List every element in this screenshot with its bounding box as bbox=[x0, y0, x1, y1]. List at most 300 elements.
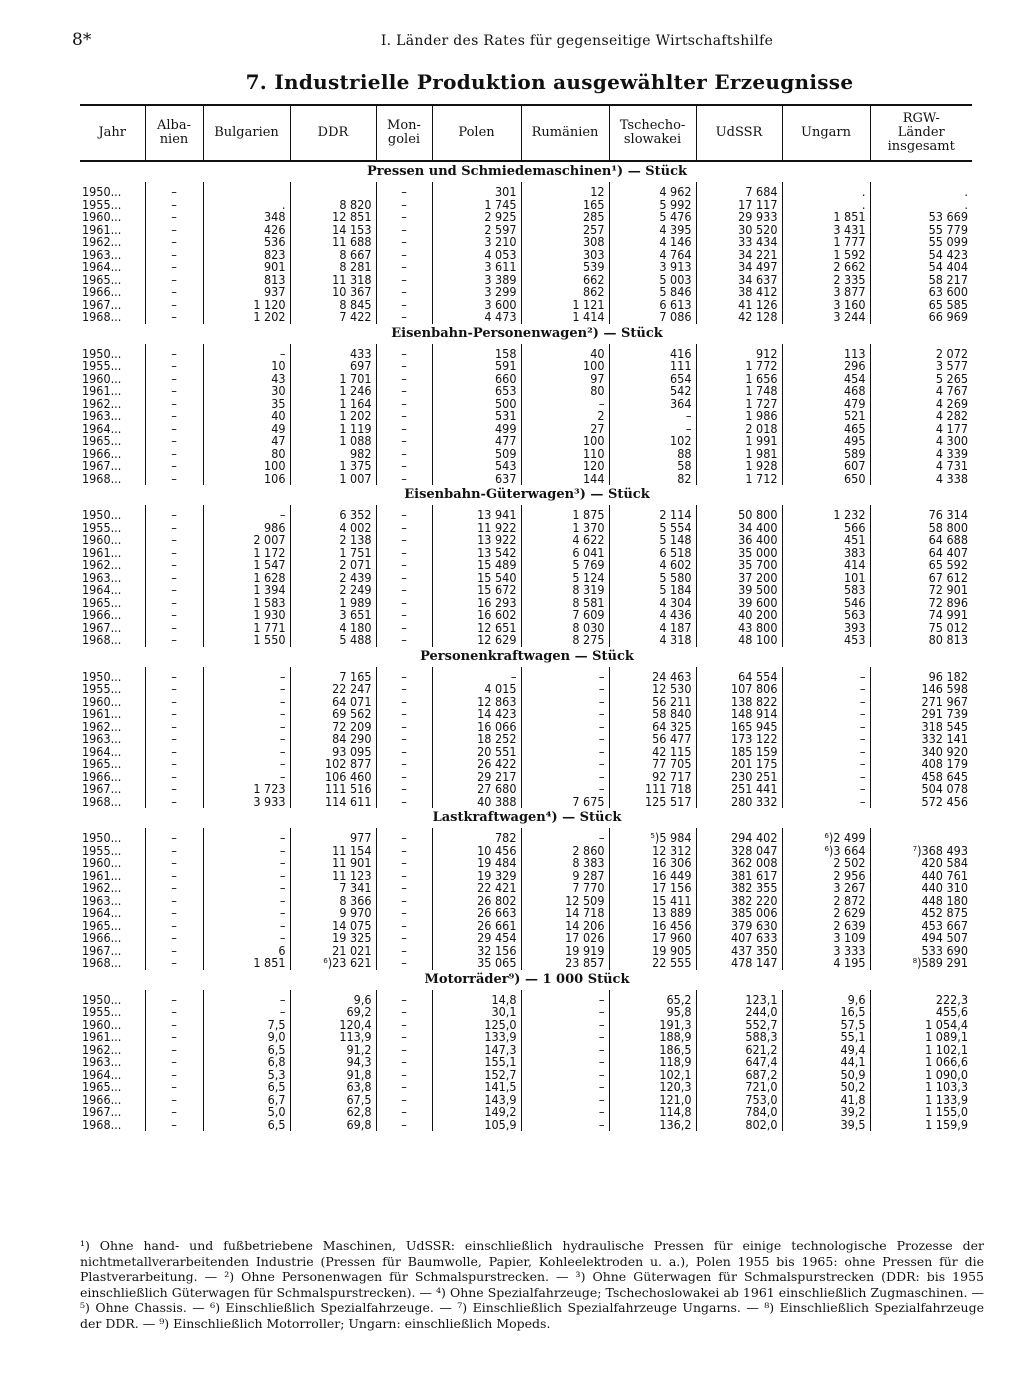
value-cell: 96 182 bbox=[870, 667, 972, 684]
value-cell: 54 404 bbox=[870, 261, 972, 274]
section-title: Eisenbahn-Güterwagen³) — Stück bbox=[404, 487, 650, 502]
value-cell: 244,0 bbox=[696, 1006, 782, 1019]
value-cell: 440 310 bbox=[870, 882, 972, 895]
value-cell: 8 319 bbox=[521, 584, 609, 597]
value-cell: 111 718 bbox=[609, 783, 696, 796]
value-cell: – bbox=[203, 505, 290, 522]
value-cell: – bbox=[145, 733, 203, 746]
running-title: I. Länder des Rates für gegenseitige Wirtschaftshilfe bbox=[380, 33, 774, 49]
value-cell: 186,5 bbox=[609, 1044, 696, 1057]
value-cell: 114,8 bbox=[609, 1106, 696, 1119]
value-cell: 1 370 bbox=[521, 522, 609, 535]
value-cell: 80 813 bbox=[870, 634, 972, 647]
value-cell: 13 542 bbox=[432, 547, 521, 560]
value-cell: . bbox=[782, 199, 870, 212]
value-cell: 5 554 bbox=[609, 522, 696, 535]
value-cell: 1 547 bbox=[203, 559, 290, 572]
table-row bbox=[80, 522, 972, 535]
year-cell: 1963... bbox=[82, 408, 122, 423]
value-cell: 1 133,9 bbox=[870, 1094, 972, 1107]
value-cell: 111 516 bbox=[290, 783, 376, 796]
value-cell: 381 617 bbox=[696, 870, 782, 883]
value-cell: 91,8 bbox=[290, 1069, 376, 1082]
value-cell: 15 411 bbox=[609, 895, 696, 908]
value-cell: 539 bbox=[521, 261, 609, 274]
year-cell: 1965... bbox=[82, 433, 122, 448]
value-cell: – bbox=[376, 1006, 432, 1019]
value-cell: 34 400 bbox=[696, 522, 782, 535]
value-cell: 64 554 bbox=[696, 667, 782, 684]
value-cell: 35 700 bbox=[696, 559, 782, 572]
column-header: Polen bbox=[432, 105, 521, 161]
value-cell: 8 275 bbox=[521, 634, 609, 647]
value-cell: – bbox=[376, 473, 432, 486]
value-cell: 6 518 bbox=[609, 547, 696, 560]
value-cell: – bbox=[145, 360, 203, 373]
value-cell: 80 bbox=[521, 385, 609, 398]
value-cell: – bbox=[376, 448, 432, 461]
value-cell: 500 bbox=[432, 398, 521, 411]
value-cell: 144 bbox=[521, 473, 609, 486]
year-cell: 1964... bbox=[82, 420, 122, 436]
value-cell: 3 299 bbox=[432, 286, 521, 299]
value-cell: 100 bbox=[203, 460, 290, 473]
value-cell: 2 502 bbox=[782, 857, 870, 870]
value-cell: 58 840 bbox=[609, 708, 696, 721]
value-cell: 105,9 bbox=[432, 1119, 521, 1132]
value-cell: – bbox=[376, 1081, 432, 1094]
value-cell: 152,7 bbox=[432, 1069, 521, 1082]
value-cell: 72 896 bbox=[870, 597, 972, 610]
value-cell: – bbox=[145, 1019, 203, 1032]
value-cell: 5 124 bbox=[521, 572, 609, 585]
value-cell: – bbox=[145, 945, 203, 958]
value-cell: – bbox=[145, 828, 203, 845]
value-cell: 91,2 bbox=[290, 1044, 376, 1057]
value-cell: 3 109 bbox=[782, 932, 870, 945]
value-cell: – bbox=[521, 721, 609, 734]
year-cell: 1967... bbox=[82, 296, 122, 312]
value-cell: 4 304 bbox=[609, 597, 696, 610]
value-cell: 14 718 bbox=[521, 907, 609, 920]
value-cell: 653 bbox=[432, 385, 521, 398]
value-cell: 379 630 bbox=[696, 920, 782, 933]
value-cell: 125,0 bbox=[432, 1019, 521, 1032]
table-row bbox=[80, 796, 972, 809]
value-cell: – bbox=[203, 746, 290, 759]
table-row bbox=[80, 1056, 972, 1069]
value-cell: 479 bbox=[782, 398, 870, 411]
value-cell: 285 bbox=[521, 211, 609, 224]
value-cell: 4 962 bbox=[609, 182, 696, 199]
value-cell: – bbox=[203, 828, 290, 845]
value-cell: 1 054,4 bbox=[870, 1019, 972, 1032]
value-cell: 34 497 bbox=[696, 261, 782, 274]
year-cell: 1966... bbox=[82, 1091, 122, 1107]
value-cell: 650 bbox=[782, 473, 870, 486]
value-cell: – bbox=[521, 1044, 609, 1057]
value-cell: 2 249 bbox=[290, 584, 376, 597]
value-cell: 10 456 bbox=[432, 845, 521, 858]
value-cell: 56 211 bbox=[609, 696, 696, 709]
value-cell: 35 bbox=[203, 398, 290, 411]
value-cell: 1 121 bbox=[521, 299, 609, 312]
value-cell: 39,5 bbox=[782, 1119, 870, 1132]
value-cell: 912 bbox=[696, 344, 782, 361]
value-cell: – bbox=[609, 423, 696, 436]
value-cell: 16 306 bbox=[609, 857, 696, 870]
value-cell: 7 609 bbox=[521, 609, 609, 622]
value-cell: – bbox=[376, 1056, 432, 1069]
value-cell: 296 bbox=[782, 360, 870, 373]
value-cell: 4 015 bbox=[432, 683, 521, 696]
table-row bbox=[80, 423, 972, 436]
value-cell: 29 217 bbox=[432, 771, 521, 784]
value-cell: 36 400 bbox=[696, 534, 782, 547]
section-header-row bbox=[80, 324, 972, 344]
value-cell: 563 bbox=[782, 609, 870, 622]
value-cell: 44,1 bbox=[782, 1056, 870, 1069]
value-cell: – bbox=[376, 945, 432, 958]
value-cell: – bbox=[376, 584, 432, 597]
value-cell: 58 bbox=[609, 460, 696, 473]
value-cell: – bbox=[376, 857, 432, 870]
value-cell: 566 bbox=[782, 522, 870, 535]
value-cell: 120 bbox=[521, 460, 609, 473]
value-cell: 113 bbox=[782, 344, 870, 361]
value-cell: – bbox=[376, 435, 432, 448]
value-cell: – bbox=[203, 857, 290, 870]
value-cell: 5,3 bbox=[203, 1069, 290, 1082]
value-cell: 5 992 bbox=[609, 199, 696, 212]
value-cell: – bbox=[203, 870, 290, 883]
value-cell: 1 102,1 bbox=[870, 1044, 972, 1057]
value-cell: – bbox=[145, 1094, 203, 1107]
value-cell: 17 156 bbox=[609, 882, 696, 895]
value-cell: – bbox=[145, 473, 203, 486]
value-cell: 383 bbox=[782, 547, 870, 560]
year-cell: 1962... bbox=[82, 718, 122, 734]
value-cell: 18 252 bbox=[432, 733, 521, 746]
table-row bbox=[80, 1006, 972, 1019]
value-cell: 4 177 bbox=[870, 423, 972, 436]
value-cell: 499 bbox=[432, 423, 521, 436]
value-cell: 451 bbox=[782, 534, 870, 547]
value-cell: 393 bbox=[782, 622, 870, 635]
value-cell: 1 727 bbox=[696, 398, 782, 411]
table-row bbox=[80, 708, 972, 721]
year-cell: 1963... bbox=[82, 892, 122, 908]
value-cell: – bbox=[782, 667, 870, 684]
year-cell: 1962... bbox=[82, 395, 122, 411]
value-cell: 106 bbox=[203, 473, 290, 486]
value-cell: 654 bbox=[609, 373, 696, 386]
table-row bbox=[80, 344, 972, 361]
value-cell: 1 232 bbox=[782, 505, 870, 522]
value-cell: 41 126 bbox=[696, 299, 782, 312]
value-cell: – bbox=[145, 199, 203, 212]
value-cell: 64 071 bbox=[290, 696, 376, 709]
table-row bbox=[80, 696, 972, 709]
section-title: Eisenbahn-Personenwagen²) — Stück bbox=[391, 325, 663, 341]
value-cell: 13 889 bbox=[609, 907, 696, 920]
value-cell: – bbox=[145, 311, 203, 324]
value-cell: 88 bbox=[609, 448, 696, 461]
value-cell: 8 667 bbox=[290, 249, 376, 262]
year-cell: 1960... bbox=[82, 693, 122, 709]
value-cell: 478 147 bbox=[696, 957, 782, 970]
table-row bbox=[80, 435, 972, 448]
value-cell: – bbox=[145, 634, 203, 647]
value-cell: . bbox=[782, 182, 870, 199]
year-cell: 1950... bbox=[82, 830, 122, 845]
value-cell: – bbox=[145, 373, 203, 386]
value-cell: – bbox=[145, 286, 203, 299]
page-number: 8* bbox=[72, 30, 92, 50]
value-cell: – bbox=[145, 895, 203, 908]
value-cell: 448 180 bbox=[870, 895, 972, 908]
value-cell: 5 769 bbox=[521, 559, 609, 572]
value-cell: 11 154 bbox=[290, 845, 376, 858]
value-cell: 118,9 bbox=[609, 1056, 696, 1069]
value-cell: 11 688 bbox=[290, 236, 376, 249]
value-cell: 385 006 bbox=[696, 907, 782, 920]
value-cell: 453 bbox=[782, 634, 870, 647]
value-cell: 509 bbox=[432, 448, 521, 461]
value-cell: 16 066 bbox=[432, 721, 521, 734]
value-cell: 280 332 bbox=[696, 796, 782, 809]
value-cell: 12 bbox=[521, 182, 609, 199]
table-row bbox=[80, 385, 972, 398]
value-cell: 3 577 bbox=[870, 360, 972, 373]
value-cell: – bbox=[203, 1006, 290, 1019]
value-cell: 35 000 bbox=[696, 547, 782, 560]
value-cell: 19 484 bbox=[432, 857, 521, 870]
value-cell: 6,5 bbox=[203, 1044, 290, 1057]
value-cell: 6,5 bbox=[203, 1081, 290, 1094]
value-cell: – bbox=[145, 870, 203, 883]
value-cell: 1 155,0 bbox=[870, 1106, 972, 1119]
value-cell: 84 290 bbox=[290, 733, 376, 746]
value-cell: 26 663 bbox=[432, 907, 521, 920]
year-cell: 1961... bbox=[82, 1029, 122, 1044]
value-cell: 40 388 bbox=[432, 796, 521, 809]
value-cell: – bbox=[376, 423, 432, 436]
value-cell: 318 545 bbox=[870, 721, 972, 734]
value-cell: 437 350 bbox=[696, 945, 782, 958]
value-cell: 3 877 bbox=[782, 286, 870, 299]
value-cell: – bbox=[145, 182, 203, 199]
value-cell: 21 021 bbox=[290, 945, 376, 958]
value-cell: 303 bbox=[521, 249, 609, 262]
value-cell: – bbox=[145, 796, 203, 809]
value-cell: – bbox=[376, 522, 432, 535]
year-cell: 1964... bbox=[82, 259, 122, 274]
value-cell: 589 bbox=[782, 448, 870, 461]
value-cell: – bbox=[521, 733, 609, 746]
value-cell: – bbox=[521, 771, 609, 784]
value-cell: 3 333 bbox=[782, 945, 870, 958]
value-cell: 120,3 bbox=[609, 1081, 696, 1094]
value-cell: – bbox=[376, 236, 432, 249]
value-cell: 143,9 bbox=[432, 1094, 521, 1107]
value-cell: 23 857 bbox=[521, 957, 609, 970]
value-cell: 2 629 bbox=[782, 907, 870, 920]
value-cell: 4 338 bbox=[870, 473, 972, 486]
section-header-row bbox=[80, 485, 972, 505]
table-row bbox=[80, 572, 972, 585]
value-cell: – bbox=[782, 683, 870, 696]
value-cell: 4 195 bbox=[782, 957, 870, 970]
value-cell: 7 165 bbox=[290, 667, 376, 684]
value-cell: 2 bbox=[521, 410, 609, 423]
value-cell: – bbox=[521, 990, 609, 1007]
value-cell: 38 412 bbox=[696, 286, 782, 299]
value-cell: 54 423 bbox=[870, 249, 972, 262]
value-cell: – bbox=[145, 423, 203, 436]
value-cell: 41,8 bbox=[782, 1094, 870, 1107]
year-cell: 1967... bbox=[82, 1104, 122, 1119]
value-cell: 8 281 bbox=[290, 261, 376, 274]
year-cell: 1968... bbox=[82, 309, 122, 324]
table-row bbox=[80, 667, 972, 684]
value-cell: 16 293 bbox=[432, 597, 521, 610]
value-cell: 3 600 bbox=[432, 299, 521, 312]
value-cell: 2 071 bbox=[290, 559, 376, 572]
value-cell: – bbox=[521, 783, 609, 796]
value-cell: 5 003 bbox=[609, 274, 696, 287]
section-header-row bbox=[80, 970, 972, 990]
value-cell: 30 bbox=[203, 385, 290, 398]
value-cell: – bbox=[521, 1106, 609, 1119]
value-cell: – bbox=[145, 460, 203, 473]
value-cell: – bbox=[376, 385, 432, 398]
value-cell: 63 600 bbox=[870, 286, 972, 299]
value-cell: 8 030 bbox=[521, 622, 609, 635]
value-cell: – bbox=[376, 667, 432, 684]
value-cell: 4 767 bbox=[870, 385, 972, 398]
value-cell: 6,5 bbox=[203, 1119, 290, 1132]
value-cell: 7 684 bbox=[696, 182, 782, 199]
year-cell: 1965... bbox=[82, 1079, 122, 1094]
value-cell: – bbox=[376, 360, 432, 373]
table-row bbox=[80, 609, 972, 622]
year-cell: 1967... bbox=[82, 458, 122, 473]
value-cell: 24 463 bbox=[609, 667, 696, 684]
value-cell: 1 851 bbox=[203, 957, 290, 970]
table-row bbox=[80, 410, 972, 423]
value-cell: 271 967 bbox=[870, 696, 972, 709]
value-cell: 22 421 bbox=[432, 882, 521, 895]
value-cell: – bbox=[145, 236, 203, 249]
value-cell: 37 200 bbox=[696, 572, 782, 585]
value-cell: – bbox=[203, 990, 290, 1007]
value-cell: – bbox=[376, 957, 432, 970]
value-cell: 14,8 bbox=[432, 990, 521, 1007]
value-cell: 494 507 bbox=[870, 932, 972, 945]
value-cell: 55 099 bbox=[870, 236, 972, 249]
value-cell: – bbox=[145, 1119, 203, 1132]
value-cell: 43 800 bbox=[696, 622, 782, 635]
table-row bbox=[80, 473, 972, 486]
value-cell: 22 247 bbox=[290, 683, 376, 696]
year-cell: 1955... bbox=[82, 1004, 122, 1019]
value-cell: – bbox=[145, 344, 203, 361]
value-cell: 1 981 bbox=[696, 448, 782, 461]
value-cell: 39 600 bbox=[696, 597, 782, 610]
value-cell: 660 bbox=[432, 373, 521, 386]
year-cell: 1960... bbox=[82, 855, 122, 870]
value-cell: – bbox=[521, 1119, 609, 1132]
value-cell: – bbox=[145, 845, 203, 858]
value-cell: – bbox=[203, 845, 290, 858]
value-cell: 1 772 bbox=[696, 360, 782, 373]
value-cell: 191,3 bbox=[609, 1019, 696, 1032]
value-cell: 22 555 bbox=[609, 957, 696, 970]
value-cell: 19 329 bbox=[432, 870, 521, 883]
value-cell: 4 282 bbox=[870, 410, 972, 423]
value-cell: 1 875 bbox=[521, 505, 609, 522]
value-cell: – bbox=[376, 622, 432, 635]
value-cell: 97 bbox=[521, 373, 609, 386]
value-cell: 452 875 bbox=[870, 907, 972, 920]
value-cell: 11 318 bbox=[290, 274, 376, 287]
section-title: Personenkraftwagen — Stück bbox=[420, 648, 634, 664]
value-cell: 7 341 bbox=[290, 882, 376, 895]
year-cell: 1960... bbox=[82, 532, 122, 547]
value-cell: 9 970 bbox=[290, 907, 376, 920]
value-cell: 1 851 bbox=[782, 211, 870, 224]
value-cell: 2 007 bbox=[203, 534, 290, 547]
value-cell: – bbox=[376, 683, 432, 696]
value-cell: 67 612 bbox=[870, 572, 972, 585]
value-cell: 58 800 bbox=[870, 522, 972, 535]
value-cell: – bbox=[376, 1019, 432, 1032]
value-cell: – bbox=[376, 311, 432, 324]
value-cell: 637 bbox=[432, 473, 521, 486]
year-cell: 1961... bbox=[82, 867, 122, 883]
value-cell: 308 bbox=[521, 236, 609, 249]
value-cell: 27 bbox=[521, 423, 609, 436]
value-cell: 8 366 bbox=[290, 895, 376, 908]
value-cell: 5 846 bbox=[609, 286, 696, 299]
value-cell: 1 986 bbox=[696, 410, 782, 423]
value-cell: – bbox=[145, 572, 203, 585]
value-cell: 107 806 bbox=[696, 683, 782, 696]
value-cell: – bbox=[521, 746, 609, 759]
value-cell: . bbox=[203, 199, 290, 212]
value-cell: 607 bbox=[782, 460, 870, 473]
value-cell: 43 bbox=[203, 373, 290, 386]
value-cell: – bbox=[521, 1056, 609, 1069]
value-cell: 12 312 bbox=[609, 845, 696, 858]
value-cell: 50,9 bbox=[782, 1069, 870, 1082]
year-cell: 1962... bbox=[82, 880, 122, 895]
year-cell: 1963... bbox=[82, 569, 122, 585]
value-cell: 230 251 bbox=[696, 771, 782, 784]
value-cell: 3 913 bbox=[609, 261, 696, 274]
value-cell: 5 488 bbox=[290, 634, 376, 647]
value-cell: 10 367 bbox=[290, 286, 376, 299]
value-cell: ⁶)2 499 bbox=[782, 828, 870, 845]
value-cell: 697 bbox=[290, 360, 376, 373]
value-cell: – bbox=[145, 882, 203, 895]
value-cell: 47 bbox=[203, 435, 290, 448]
value-cell: – bbox=[203, 667, 290, 684]
value-cell: 348 bbox=[203, 211, 290, 224]
section-title: Motorräder⁹) — 1 000 Stück bbox=[424, 971, 630, 987]
value-cell: 4 602 bbox=[609, 559, 696, 572]
